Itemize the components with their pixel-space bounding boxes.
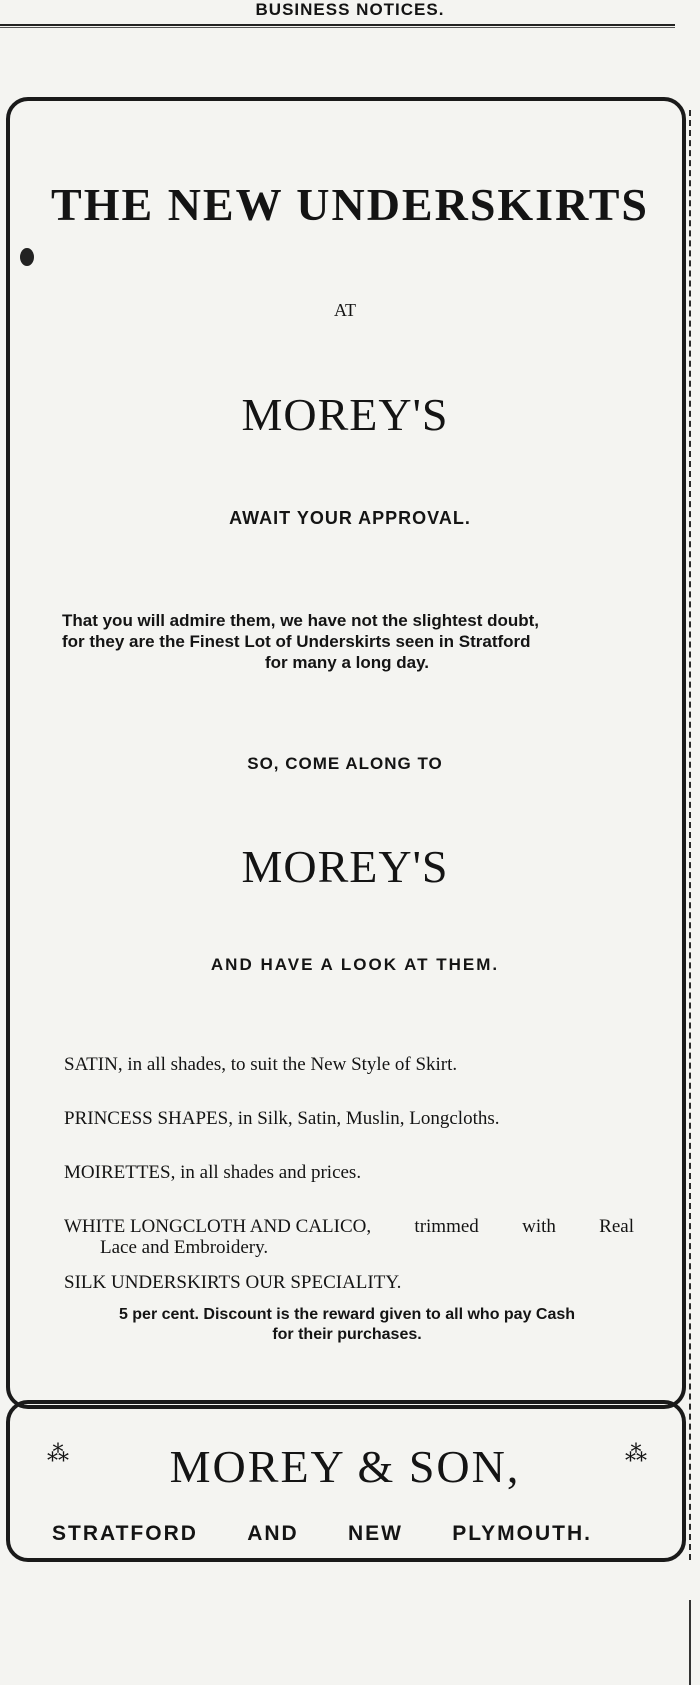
item-white-part-c: with <box>522 1216 556 1237</box>
firm-name: MOREY & SON, <box>169 1441 521 1492</box>
item-white-line <box>64 1216 634 1237</box>
item-white-part-d: Real <box>599 1216 634 1237</box>
item-silk-underskirts: SILK UNDERSKIRTS OUR SPECIALITY. <box>64 1272 402 1293</box>
ad-headline: THE NEW UNDERSKIRTS <box>51 179 649 230</box>
item-princess-shapes: PRINCESS SHAPES, in Silk, Satin, Muslin, Longcloths. <box>64 1108 500 1129</box>
location-stratford: STRATFORD <box>52 1522 198 1545</box>
advertisement-border <box>6 97 686 1409</box>
location-new: NEW <box>347 1522 403 1545</box>
ad-at: AT <box>334 300 356 320</box>
column-rule-bottom <box>689 1600 691 1685</box>
item-white-part-a: WHITE LONGCLOTH AND CALICO, <box>64 1216 372 1237</box>
section-title: BUSINESS NOTICES. <box>255 0 445 19</box>
asterism-right-icon: ⁂ <box>625 1441 647 1466</box>
discount-line-2: for their purchases. <box>272 1326 422 1343</box>
item-white-part-b: trimmed <box>414 1216 479 1237</box>
discount-line-1: 5 per cent. Discount is the reward given to all who pay Cash <box>118 1306 576 1323</box>
approval-line: AWAIT YOUR APPROVAL. <box>229 508 471 528</box>
look-line: AND HAVE A LOOK AT THEM. <box>210 955 500 974</box>
section-header <box>0 0 700 30</box>
discount-note <box>62 1305 632 1345</box>
intro-line-3: for many a long day. <box>264 653 430 672</box>
come-along-line: SO, COME ALONG TO <box>247 754 443 773</box>
column-rule <box>689 110 691 1560</box>
location-line <box>52 1522 592 1546</box>
item-white-longcloth <box>64 1216 634 1258</box>
asterism-left-icon: ⁂ <box>47 1441 69 1466</box>
header-rule-thin <box>0 27 675 28</box>
location-plymouth: PLYMOUTH. <box>452 1522 592 1545</box>
item-satin: SATIN, in all shades, to suit the New Style of Skirt. <box>64 1054 458 1075</box>
location-and: AND <box>247 1522 299 1545</box>
intro-line-2: for they are the Finest Lot of Underskirts seen in Stratford <box>62 632 531 651</box>
store-name: MOREY'S <box>241 389 449 440</box>
ink-blot <box>20 248 34 266</box>
intro-paragraph <box>62 610 632 673</box>
store-name-repeat: MOREY'S <box>241 841 449 892</box>
header-rule <box>0 24 675 26</box>
item-moirettes: MOIRETTES, in all shades and prices. <box>64 1162 362 1183</box>
item-white-continuation: Lace and Embroidery. <box>100 1237 269 1258</box>
intro-line-1: That you will admire them, we have not the slightest doubt, <box>62 611 539 630</box>
